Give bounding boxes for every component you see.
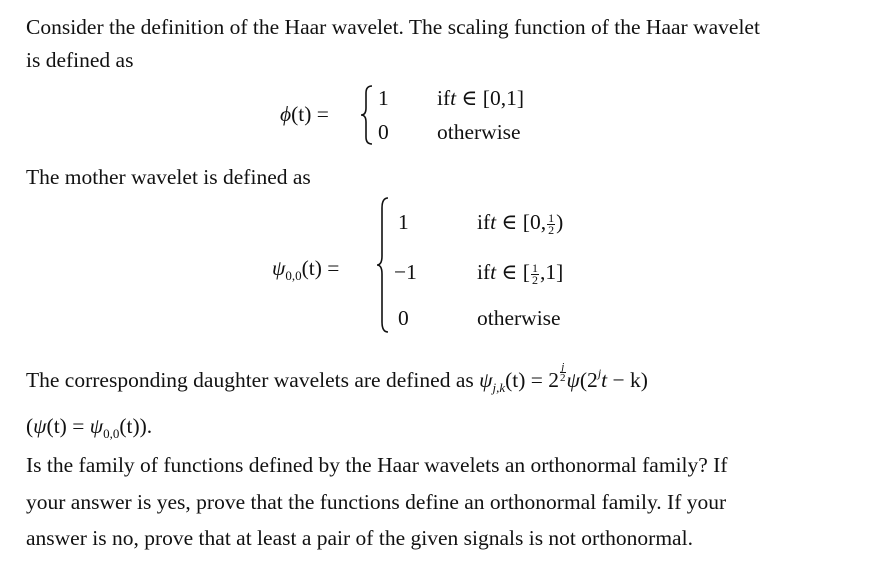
mother-case3-value: 0 xyxy=(398,306,409,330)
daughter-definition-line: The corresponding daughter wavelets are defined as $\psi_{j,k}(t) = 2$ $\frac{j}{2}$ $\psi(2^jt - k)$ xyxy=(26,361,648,395)
psi-symbol: ψ xyxy=(272,256,286,280)
intro-line-1: Consider the definition of the Haar wavelet. The scaling function of the Haar wavelet xyxy=(26,15,760,39)
exponent-fraction: $\frac{j}{2}$ xyxy=(560,361,566,384)
mother-case2-value: −1 xyxy=(394,260,417,284)
scaling-case1-value: 1 xyxy=(378,86,389,110)
mother-case1-value: 1 xyxy=(398,210,409,234)
mother-wavelet-lhs: $\psi_{0,0}(t)$ = xyxy=(272,256,340,283)
scaling-case1-condition: ift ∈ [0,1] xyxy=(437,86,524,110)
scaling-function-lhs xyxy=(280,104,329,126)
psi-definition-line: $(\psi(t) = \psi_{0,0}(t))$. xyxy=(26,414,153,441)
scaling-left-brace xyxy=(360,84,374,146)
mother-case1-condition: ift ∈ [0, $\frac{1}{2}$ ) xyxy=(477,210,564,237)
phi-symbol: ϕ xyxy=(280,102,292,126)
scaling-case2-value: 0 xyxy=(378,120,389,144)
mother-left-brace xyxy=(376,196,390,334)
scaling-lhs-arg: (t) = xyxy=(291,102,329,126)
scaling-case2-condition: otherwise xyxy=(437,120,521,144)
question-line-2: your answer is yes, prove that the functions define an orthonormal family. If your xyxy=(26,490,727,514)
daughter-intro: The corresponding daughter wavelets are defined as xyxy=(26,368,474,392)
intro-line-2: is defined as xyxy=(26,48,134,72)
fraction-half: $\frac{1}{2}$ xyxy=(548,210,555,237)
question-line-3: answer is no, prove that at least a pair of the given signals is not orthonormal. xyxy=(26,526,693,550)
mother-case2-condition: ift ∈ [ $\frac{1}{2}$ ,1] xyxy=(477,260,564,287)
mother-case3-condition: otherwise xyxy=(477,306,561,330)
question-line-1: Is the family of functions defined by the Haar wavelets an orthonormal family? If xyxy=(26,453,728,477)
mother-intro: The mother wavelet is defined as xyxy=(26,165,311,189)
fraction-half: $\frac{1}{2}$ xyxy=(531,260,538,287)
